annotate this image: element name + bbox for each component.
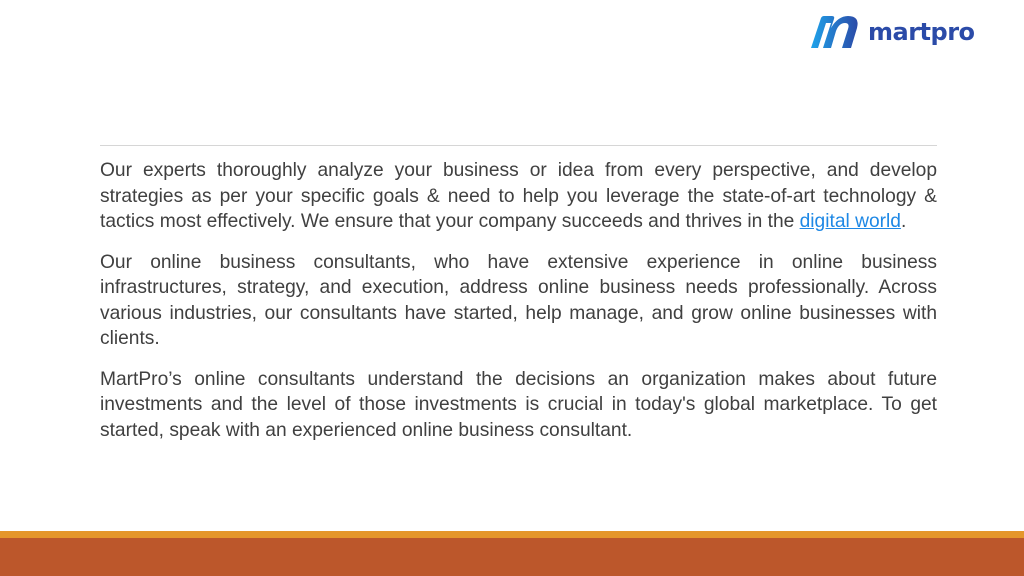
digital-world-link[interactable]: digital world [799, 211, 901, 232]
brand-logo[interactable] [808, 12, 975, 52]
paragraph-2: Our online business consultants, who have extensive experience in online business infrastructures, strategy, and execution, address online business needs professionally. Across various industries, our consultants have started, help manage, and grow online businesses with clients. [100, 251, 937, 349]
martpro-logo-icon [808, 12, 866, 52]
main-content [100, 158, 937, 458]
logo-text: martpro [868, 18, 975, 46]
footer-bar [0, 538, 1024, 576]
paragraph-1-text: Our experts thoroughly analyze your business or idea from every perspective, and develop strategies as per your specific goals & need to help you leverage the state-of-art technology & tactics most effectively. We ensure that your company succeeds and thrives in the [100, 160, 937, 232]
paragraph-3: MartPro’s online consultants understand the decisions an organization makes about future investments and the level of those investments is crucial in today's global marketplace. To get started, speak with an experienced online business consultant. [100, 368, 937, 441]
paragraph-1-end: . [900, 211, 907, 232]
header-divider [100, 145, 937, 146]
paragraph-1 [100, 158, 937, 235]
footer-accent-bar [0, 531, 1024, 538]
